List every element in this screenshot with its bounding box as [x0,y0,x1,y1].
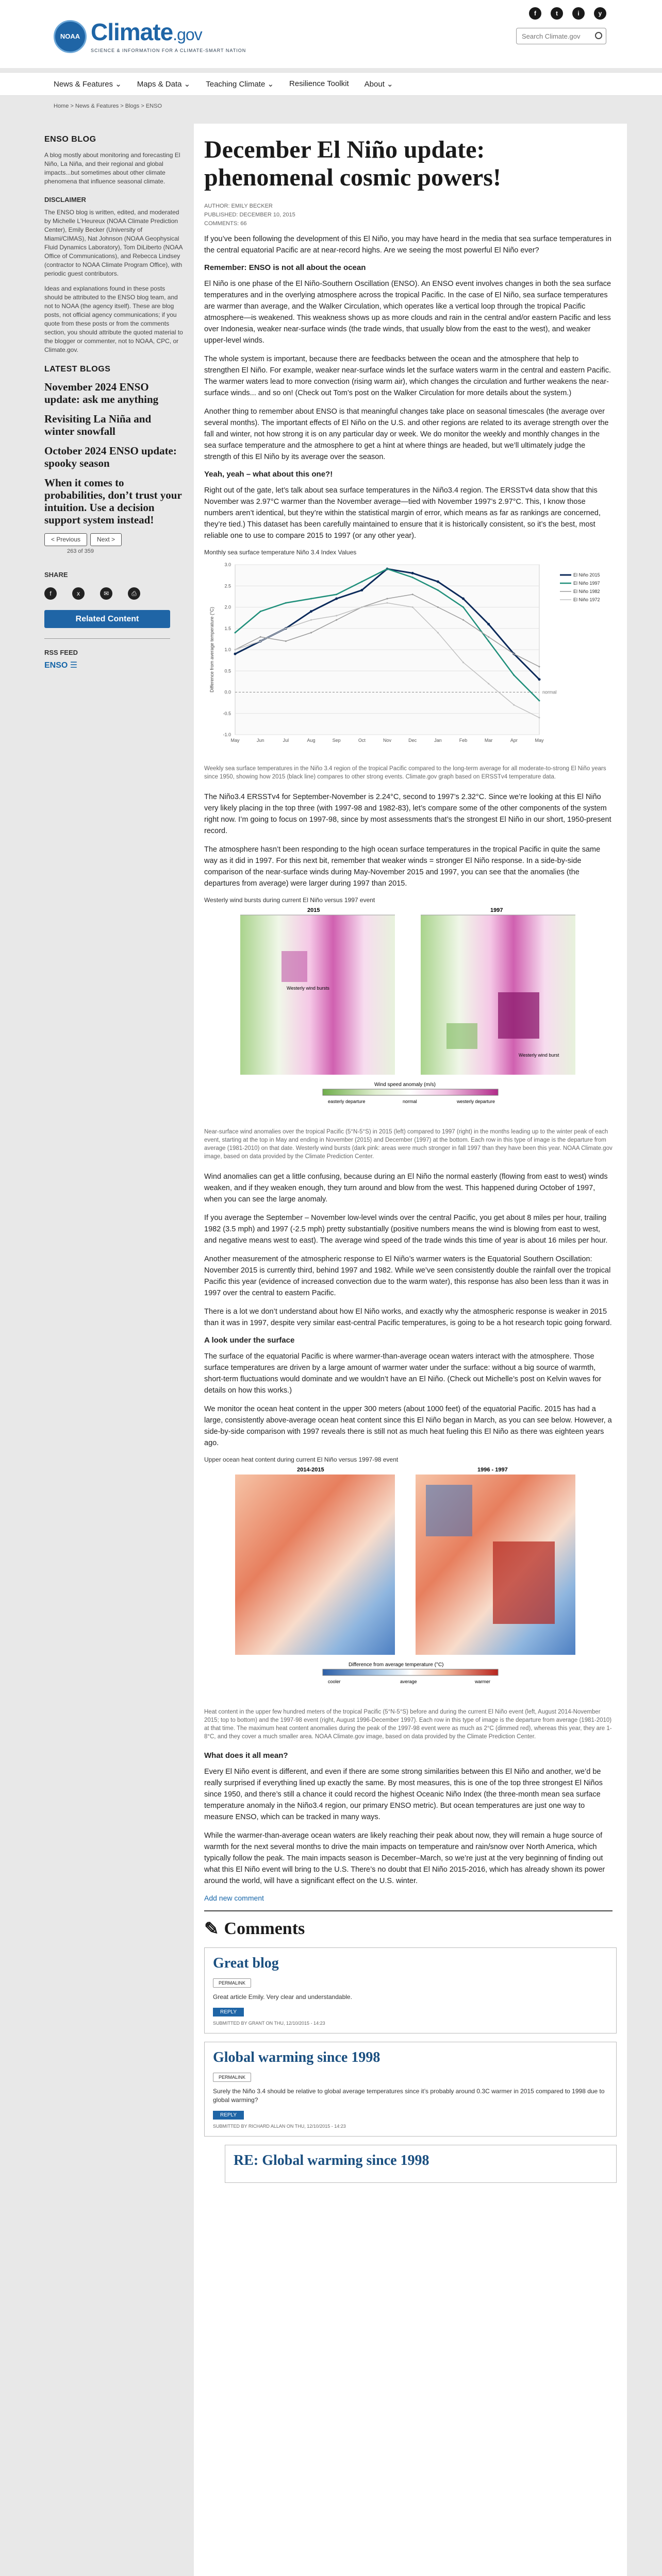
data-point [513,653,515,655]
data-point [285,628,287,629]
nav-about[interactable]: About ⌄ [364,80,393,89]
site-header [0,0,662,68]
legend-label: El Niño 1972 [573,597,600,602]
y-tick-label: 0.0 [224,689,231,695]
data-point [235,649,236,651]
data-point [310,610,312,613]
data-point [462,606,464,608]
comment [204,2042,617,2137]
panel-label-1997: 1997 [490,907,503,913]
published-date: PUBLISHED: DECEMBER 10, 2015 [204,212,295,218]
paragraph: While the warmer-than-average ocean waters are likely reaching their peak about now, they will remain a huge source of warmth for the next several months to drive the main impacts on temperature and rain/snow over North America, which typically follow the peak. The main impacts season is December–March, so we’re just at the very beginning of finding out what this El Niño event will bring to the U.S. There’s no doubt that El Niño 2015-2016, which has already shown its power around the world, will have a significant effect on the U.S. winter. [204,1832,605,1885]
data-point [539,700,540,702]
legend-easterly: easterly departure [328,1099,366,1104]
social-links [529,7,606,20]
x-tick-label: Oct [358,738,366,743]
y-tick-label: 3.0 [224,562,231,567]
search-input[interactable]: Search Climate.gov [516,28,606,44]
legend-label: El Niño 1982 [573,589,600,594]
main-nav [0,72,662,96]
data-point [411,572,414,574]
article [194,124,627,2576]
legend-label: El Niño 2015 [573,572,600,578]
comments-title: Comments [224,1919,305,1938]
legend-title: Wind speed anomaly (m/s) [374,1082,436,1088]
x-tick-label: Apr [510,738,518,743]
data-point [361,581,362,583]
latest-blog-link[interactable]: Revisiting La Niña and winter snowfall [44,413,152,437]
climate-gov-logo[interactable] [54,20,246,53]
data-point [310,619,312,621]
latest-blog-link[interactable]: October 2024 ENSO update: spooky season [44,445,177,469]
logo-word: Climate [91,19,173,45]
wind-hovmoller-figure [204,896,613,1124]
data-point [412,606,413,608]
comment-submitted: SUBMITTED BY GRANT ON THU, 12/10/2015 - 14:23 [213,2021,325,2026]
related-content-button[interactable]: Related Content [44,610,170,628]
data-point [235,632,236,634]
section-heading: Remember: ENSO is not all about the ocean [204,263,366,272]
legend-average: average [400,1679,417,1684]
zero-line-label: normal [542,689,557,695]
reply-button[interactable]: REPLY [213,2008,244,2016]
logo-tagline: SCIENCE & INFORMATION FOR A CLIMATE-SMART NATION [91,48,246,53]
legend-westerly: westerly departure [457,1099,495,1104]
heat-content-image [204,1464,611,1701]
data-point [488,640,489,642]
sidebar [44,135,184,670]
disclaimer-heading: DISCLAIMER [44,196,86,204]
data-point [437,632,439,634]
y-tick-label: 0.5 [224,668,231,674]
author: AUTHOR: EMILY BECKER [204,203,273,209]
y-tick-label: 2.5 [224,583,231,589]
panel-label-1996-1997: 1996 - 1997 [477,1467,508,1473]
panel-label-2014-2015: 2014-2015 [297,1467,324,1473]
comments-heading [204,1910,613,1939]
x-tick-label: Mar [484,738,493,743]
data-point [234,653,237,655]
data-point [412,594,413,595]
data-point [437,589,439,591]
paragraph: We monitor the ocean heat content in the upper 300 meters (about 1000 feet) of the equatorial Pacific. 2015 has had a large, consistently above-average ocean heat content since this El Niño began in March, as you can see below. However, a side-by-side comparison with 1997 reveals there is still not as much heat fueling this El Niño as there was eighteen years ago. [204,1405,612,1447]
facebook-icon[interactable]: f [529,7,541,20]
noaa-badge: NOAA [54,20,87,53]
comment-text: Great article Emily. Very clear and understandable. [213,1993,352,2001]
paragraph: El Niño is one phase of the El Niño-Southern Oscillation (ENSO). An ENSO event involves changes in both the sea surface temperatures and in the overlying atmosphere across the tropical Pacific. In the case of El Niño, sea surface temperatures are warmer than average, and the Walker Circulation, which operates like a vertical loop through the tropical Pacific atmosphere—is weakened. This weakness shows up as more clouds and rain in the central and/or eastern Pacific and less over Indonesia, weaker near-surface winds (the trade winds, that usually blow from the east to the west), and weaker upper-level winds. [204,280,611,345]
paragraph: If you’ve been following the development of this El Niño, you may have heard in the media that sea surface temperatures in the central equatorial Pacific are at near-record highs. Are we seeing the most powerful El Niño ever? [204,235,611,255]
paragraph: The surface of the equatorial Pacific is where warmer-than-average ocean waters interact with the atmosphere. Those surface temperatures are driven by a large amount of warmer water under the surface: without a big source of warmth, short-term fluctuations would dominate and we wouldn’t have an El Niño. (Check out Michelle’s post on Kelvin waves for details on how this works.) [204,1352,602,1395]
data-point [336,615,337,617]
next-button[interactable]: Next > [90,533,122,546]
logo-wordmark [91,20,246,47]
data-point [387,602,388,604]
data-point [310,632,312,634]
legend-warmer: warmer [475,1679,491,1684]
nav-teaching-climate[interactable]: Teaching Climate ⌄ [206,80,274,89]
data-point [336,594,337,595]
rss-feed-link[interactable]: ENSO ☰ [44,661,78,670]
nav-maps-data[interactable]: Maps & Data ⌄ [137,80,191,89]
article-meta [204,202,613,228]
data-point [361,606,362,608]
data-point [488,636,489,638]
panel-label-2015: 2015 [307,907,320,913]
breadcrumb[interactable]: Home > News & Features > Blogs > ENSO [54,103,162,109]
wwb-note: Westerly wind burst [519,1053,559,1058]
wind-anomaly-image [204,905,611,1121]
comments-icon: ✎ [204,1920,219,1939]
comment-submitted: SUBMITTED BY RICHARD ALLAN ON THU, 12/10/2015 - 14:23 [213,2124,346,2129]
data-point [260,640,261,642]
comment [204,1947,617,2033]
data-point [310,598,312,600]
x-tick-label: Aug [307,738,316,743]
divider [44,638,170,639]
youtube-icon[interactable]: y [594,7,606,20]
data-point [539,717,540,719]
data-point [260,636,261,638]
x-tick-label: Sep [332,738,341,743]
sidebar-intro: A blog mostly about monitoring and forecasting El Niño, La Niña, and their regional and global impacts...but sometimes about other climate phenomena that influence seasonal climate. [44,151,180,185]
x-tick-label: May [535,738,544,743]
x-tick-label: Jun [256,738,264,743]
section-heading: A look under the surface [204,1336,295,1345]
data-point [487,623,490,625]
y-tick-label: 2.0 [224,604,231,610]
y-axis-label: Difference from average temperature (°C) [209,607,214,692]
data-point [335,598,338,600]
y-tick-label: 1.5 [224,625,231,631]
twitter-icon[interactable]: t [551,7,563,20]
x-share-icon[interactable]: x [72,587,85,600]
chart-title: Monthly sea surface temperature Niño 3.4 Index Values [204,549,357,556]
data-point [260,611,261,612]
nino34-chart [204,549,613,760]
section-heading: Yeah, yeah – what about this one?! [204,470,333,479]
data-point [437,581,439,583]
section-heading: What does it all mean? [204,1751,288,1760]
logo-gov: .gov [173,25,202,44]
paragraph: Right out of the gate, let’s talk about sea surface temperatures in the Niño3.4 region. The ERSSTv4 data show that this November was 2.97°C warmer than the November average—tied with November 1997’s 2.97°C. This, I know those numbers aren’t identical, but they’re within the statistical margin of error, which means as far as rankings are concerned, they’re tied.) This dataset has been carefully maintained to ensure that it is historically consistent, so it’s the best, most reliable one to use to compare 2015 to 1997 (or any other year). [204,486,601,540]
x-tick-label: Dec [408,738,417,743]
data-point [488,683,489,685]
previous-button[interactable]: < Previous [44,533,87,546]
legend-label: El Niño 1997 [573,581,600,586]
article-title: December El Niño update: phenomenal cosmic powers! [204,136,501,191]
data-point [412,577,413,578]
nino34-line-chart [204,557,611,758]
latest-blog-link[interactable]: When it comes to probabilities, don’t trust your intuition. Use a decision support system instead! [44,477,182,526]
disclaimer-text: The ENSO blog is written, edited, and moderated by Michelle L'Heureux (NOAA Climate Prediction Center), Emily Becker (University of Miami/CIMAS), Nat Johnson (NOAA Geophysical Fluid Dynamics Laboratory), Tom DiLiberto (NOAA Office of Communications), and Rebecca Lindsey (contractor to NOAA Climate Program Office), with periodic guest contributors. [44,209,183,277]
heat-content-figure [204,1456,613,1704]
figure-title: Westerly wind bursts during current El Niño versus 1997 event [204,896,375,904]
paragraph: The whole system is important, because there are feedbacks between the ocean and the atmosphere that help to strengthen El Niño. For example, weaker near-surface winds let the surface waters warm in the central and eastern Pacific. The warmer waters lead to more convection (rising warm air), which changes the circulation and further weakens the near-surface winds... and so on! (Check out Tom’s post on the Walker Circulation for more details about the system.) [204,355,611,397]
latest-blogs-heading: LATEST BLOGS [44,365,111,374]
data-point [539,666,540,668]
paragraph: Another measurement of the atmospheric response to El Niño’s warmer waters is the Equatorial Southern Oscillation: November 2015 is currently third, behind 1997 and 1982. While we’ve seen consistently double the rainfall over the tropical Pacific this year (evidence of increased convection due to the warm water), this response has also been less than it was in 1997 over the central to eastern Pacific. [204,1255,611,1297]
data-point [285,602,287,604]
comment-count[interactable]: COMMENTS: 66 [204,221,247,227]
print-icon[interactable]: ⎙ [128,587,140,600]
comment-title[interactable]: RE: Global warming since 1998 [234,2153,429,2168]
data-point [513,674,515,676]
x-tick-label: Nov [383,738,392,743]
facebook-share-icon[interactable]: f [44,587,57,600]
data-point [538,678,541,681]
share-icons [44,587,184,600]
figure-caption: Near-surface wind anomalies over the tropical Pacific (5°N-5°S) in 2015 (left) compared to 1997 (right) in the months leading up to the winter peak of each event, starting at the top in May and ending in November (2015) and December (1997) at the bottom. Each row in this type of image is the departure from average (1981-2010) on that date. Westerly wind bursts (dark pink: areas were much stronger in fall 1997 than they have been this year. NOAA Climate.gov image, based on data provided by the Climate Prediction Center. [204,1129,613,1160]
comment-text: Surely the Niño 3.4 should be relative to global average temperatures since it’s probably around 0.3C warmer in 2015 compared to 1998 due to global warming? [213,2088,605,2104]
x-tick-label: May [230,738,240,743]
latest-blog-link[interactable]: November 2024 ENSO update: ask me anything [44,381,159,405]
figure-caption: Weekly sea surface temperatures in the Niño 3.4 region of the tropical Pacific compared to the long-term average for all moderate-to-strong El Niño years since 1950, showing how 2015 (black line) compares to other strong events. Climate.gov graph based on ERSSTv4 temperature data. [204,766,606,780]
comment-reply [225,2145,617,2183]
permalink-button[interactable]: PERMALINK [213,2073,251,2082]
search-icon[interactable] [595,32,602,39]
post-count: 263 of 359 [67,548,94,554]
sidebar-title: ENSO BLOG [44,135,96,144]
instagram-icon[interactable]: i [572,7,585,20]
paragraph: The atmosphere hasn’t been responding to the high ocean surface temperatures in the tropical Pacific in quite the same way as it did in 1997. For this next bit, remember that weaker winds = stronger El Niño response. In a side-by-side comparison of the near-surface winds during May-November 2015 and 1997, you can see that the anomalies (the departures from average) were larger during 1997 than 2015. [204,845,601,888]
nav-resilience-toolkit[interactable]: Resilience Toolkit [289,79,349,88]
x-tick-label: Feb [459,738,468,743]
wwb-note: Westerly wind bursts [287,986,329,991]
paragraph: Wind anomalies can get a little confusing, because during an El Niño the normal easterly (flowing from east to west) winds weaken, and if they weaken enough, they turn around and blow from the west. This happened during October of 1997, when you can see the large anomaly. [204,1173,608,1204]
x-tick-label: Jul [283,738,289,743]
email-share-icon[interactable]: ✉ [100,587,112,600]
reply-button[interactable]: REPLY [213,2111,244,2120]
permalink-button[interactable]: PERMALINK [213,1978,251,1988]
data-point [336,619,337,621]
data-point [437,606,439,608]
figure-title: Upper ocean heat content during current El Niño versus 1997-98 event [204,1456,399,1463]
pager [44,533,184,546]
nav-news-features[interactable]: News & Features ⌄ [54,80,122,89]
legend-normal: normal [403,1099,417,1104]
comment-title[interactable]: Global warming since 1998 [213,2049,380,2065]
paragraph: Every El Niño event is different, and even if there are some strong similarities between this El Niño and another, we’d be really surprised if everything lined up exactly the same. By most measures, this is one of the top three strongest El Niños since 1950, and there’s still a chance it could record the highest Oceanic Niño Index (the three-month mean sea surface temperature anomaly in the Niño3.4 region, our primary ENSO metric). But ocean temperatures are just one way to measure ENSO, which can be tracked in many ways. [204,1768,603,1821]
rss-heading: RSS FEED [44,649,78,656]
x-tick-label: Jan [434,738,442,743]
paragraph: There is a lot we don’t understand about how El Niño works, and exactly why the atmospheric response is weaker in 2015 than it was in 1997, despite very similar east-central Pacific temperatures, is going to be a hot research topic going forward. [204,1308,612,1327]
paragraph: Another thing to remember about ENSO is that meaningful changes take place on seasonal timescales (the average over several months). The important effects of El Niño on the U.S. and other regions are related to its average strength over the fall and winter, not how strong it is on any particular day or week. We do monitor the weekly and monthly changes in the sea surface temperature and the atmosphere to get a hint at where things are headed, but we’ll ultimately judge the strength of this El Niño by its average over the season. [204,408,609,461]
data-point [387,568,388,570]
data-point [513,704,515,706]
data-point [285,640,287,642]
add-comment-link[interactable]: Add new comment [204,1894,264,1902]
share-heading: SHARE [44,571,68,579]
data-point [387,598,388,600]
paragraph: The Niño3.4 ERSSTv4 for September-November is 2.24°C, second to 1997’s 2.32°C. Since we’re looking at this El Niño very likely placing in the top three (with 1997-98 and 1982-83), let’s compare some of the other components of the system right now. I’m going to focus on 1997-98, since by most assessments that’s the strongest El Niño in our short, 1950-present record. [204,793,611,835]
paragraph: If you average the September – November low-level winds over the central Pacific, you get about 8 miles per hour, trailing 1982 (3.5 mph) and 1997 (-2.5 mph) pretty substantially (positive numbers means the wind is blowing from east to west, and negative means west to east). The average wind speed of the trade winds this time of year is about 16 miles per hour. [204,1214,608,1245]
disclaimer-text-2: Ideas and explanations found in these posts should be attributed to the ENSO blog team, and not to NOAA (the agency itself). These are blog posts, not official agency communications; if you quote from these posts or from the comments section, you should attribute the quoted material to the blogger or commenter, not to NOAA, CPC, or Climate.gov. [44,285,183,353]
legend-cooler: cooler [328,1679,341,1684]
comment-title[interactable]: Great blog [213,1955,279,1971]
legend-title: Difference from average temperature (°C) [349,1662,444,1668]
data-point [462,662,464,663]
y-tick-label: -1.0 [223,732,231,737]
data-point [360,589,363,591]
y-tick-label: -0.5 [223,710,231,716]
y-tick-label: 1.0 [224,647,231,652]
data-point [462,619,464,621]
figure-caption: Heat content in the upper few hundred meters of the tropical Pacific (5°N-5°S) before and during the current El Niño event (left, August 2014-November 2015; top to bottom) and the 1997-98 event (right, August 1996-December 1997). Each row in this type of image is the departure from average (1981-2010) at that time. The maximum heat content anomalies during the peak of the 1997-98 event were as much as 2°C (dimmed red), whereas this year, they are 1-8°C, and they cover a much smaller area. NOAA Climate.gov image, based on data provided by the Climate Prediction Center. [204,1709,612,1740]
data-point [462,598,465,600]
